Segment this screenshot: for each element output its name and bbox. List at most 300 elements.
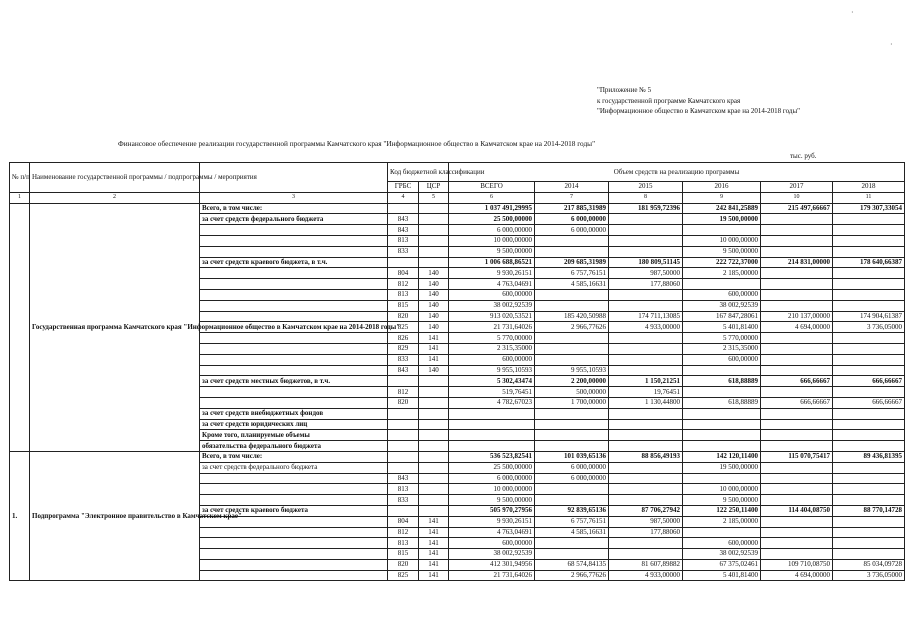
amount-y2018 xyxy=(833,387,905,398)
csr-code: 141 xyxy=(419,538,449,549)
csr-code: 140 xyxy=(419,322,449,333)
amount-y2014: 500,00000 xyxy=(535,387,609,398)
amount-y2015 xyxy=(609,333,683,344)
amount-total: 6 000,00000 xyxy=(449,473,535,484)
amount-y2015 xyxy=(609,365,683,376)
header-csr: ЦСР xyxy=(419,182,449,193)
amount-y2016: 67 375,02461 xyxy=(683,559,761,570)
amount-y2015 xyxy=(609,462,683,473)
funding-source xyxy=(200,484,388,495)
subprogram-title: Подпрограмма "Электронное правительство в Камчатском крае" xyxy=(30,451,200,581)
csr-code xyxy=(419,225,449,236)
amount-y2017: 115 070,75417 xyxy=(761,451,833,462)
funding-source xyxy=(200,279,388,290)
amount-total: 4 782,67023 xyxy=(449,397,535,408)
amount-y2014 xyxy=(535,430,609,441)
csr-code xyxy=(419,484,449,495)
grbs-code: 813 xyxy=(388,484,419,495)
amount-y2017 xyxy=(761,419,833,430)
amount-y2015 xyxy=(609,246,683,257)
amount-total: 38 002,92539 xyxy=(449,300,535,311)
amount-y2014 xyxy=(535,343,609,354)
grbs-code xyxy=(388,419,419,430)
amount-y2016 xyxy=(683,408,761,419)
amount-y2016 xyxy=(683,441,761,452)
amount-y2015 xyxy=(609,549,683,560)
amount-y2015 xyxy=(609,225,683,236)
amount-y2015: 181 959,72396 xyxy=(609,203,683,214)
amount-y2018 xyxy=(833,527,905,538)
funding-source xyxy=(200,300,388,311)
header-2018: 2018 xyxy=(833,182,905,193)
amount-y2018: 85 034,09728 xyxy=(833,559,905,570)
amount-total: 2 315,35000 xyxy=(449,343,535,354)
colnum: 11 xyxy=(833,192,905,203)
amount-y2015 xyxy=(609,495,683,506)
csr-code: 140 xyxy=(419,311,449,322)
csr-code xyxy=(419,505,449,516)
amount-y2016: 600,00000 xyxy=(683,289,761,300)
csr-code: 140 xyxy=(419,279,449,290)
funding-source xyxy=(200,225,388,236)
grbs-code xyxy=(388,441,419,452)
grbs-code xyxy=(388,462,419,473)
amount-y2017 xyxy=(761,462,833,473)
amount-y2014 xyxy=(535,538,609,549)
amount-y2017: 666,66667 xyxy=(761,376,833,387)
amount-y2016 xyxy=(683,387,761,398)
amount-y2016: 10 000,00000 xyxy=(683,235,761,246)
amount-y2018 xyxy=(833,354,905,365)
amount-y2014 xyxy=(535,484,609,495)
amount-y2014: 68 574,84135 xyxy=(535,559,609,570)
grbs-code: 813 xyxy=(388,538,419,549)
colnum: 5 xyxy=(419,192,449,203)
funding-source: Всего, в том числе: xyxy=(200,451,388,462)
amount-total: 38 002,92539 xyxy=(449,549,535,560)
funding-source xyxy=(200,570,388,581)
amount-y2016: 600,00000 xyxy=(683,354,761,365)
header-code: Код бюджетной классификации xyxy=(388,163,449,182)
program-row xyxy=(10,203,905,214)
csr-code: 141 xyxy=(419,549,449,560)
amount-y2016 xyxy=(683,473,761,484)
amount-total: 9 955,10593 xyxy=(449,365,535,376)
amount-y2014: 1 700,00000 xyxy=(535,397,609,408)
amount-y2015 xyxy=(609,354,683,365)
amount-y2016: 19 500,00000 xyxy=(683,462,761,473)
amount-y2017 xyxy=(761,365,833,376)
amount-y2014: 92 839,65136 xyxy=(535,505,609,516)
grbs-code: 825 xyxy=(388,570,419,581)
amount-y2017 xyxy=(761,473,833,484)
grbs-code: 804 xyxy=(388,516,419,527)
csr-code: 141 xyxy=(419,343,449,354)
funding-source xyxy=(200,495,388,506)
grbs-code xyxy=(388,408,419,419)
amount-y2017 xyxy=(761,300,833,311)
amount-y2018 xyxy=(833,441,905,452)
grbs-code: 833 xyxy=(388,354,419,365)
amount-y2018: 179 307,33054 xyxy=(833,203,905,214)
grbs-code xyxy=(388,203,419,214)
amount-y2018: 89 436,81395 xyxy=(833,451,905,462)
grbs-code: 843 xyxy=(388,225,419,236)
amount-total: 519,76451 xyxy=(449,387,535,398)
amount-total: 1 006 688,86521 xyxy=(449,257,535,268)
grbs-code: 812 xyxy=(388,387,419,398)
amount-y2014: 217 885,31989 xyxy=(535,203,609,214)
amount-y2014: 2 966,77626 xyxy=(535,322,609,333)
amount-y2014 xyxy=(535,333,609,344)
amount-y2014: 6 000,00000 xyxy=(535,473,609,484)
amount-y2015 xyxy=(609,408,683,419)
grbs-code xyxy=(388,430,419,441)
funding-source xyxy=(200,343,388,354)
amount-y2018 xyxy=(833,538,905,549)
amount-y2018 xyxy=(833,300,905,311)
amount-total xyxy=(449,419,535,430)
amount-y2016 xyxy=(683,225,761,236)
amount-y2015 xyxy=(609,538,683,549)
amount-y2014 xyxy=(535,441,609,452)
amount-y2015: 987,50000 xyxy=(609,268,683,279)
amount-y2018 xyxy=(833,268,905,279)
grbs-code: 815 xyxy=(388,300,419,311)
table-body xyxy=(10,203,905,581)
funding-source: за счет средств федерального бюджета xyxy=(200,214,388,225)
amount-y2018: 174 904,61387 xyxy=(833,311,905,322)
amount-total: 600,00000 xyxy=(449,538,535,549)
amount-y2015 xyxy=(609,300,683,311)
amount-y2014: 6 757,76151 xyxy=(535,516,609,527)
header-num: № п/п xyxy=(10,163,30,193)
amount-total: 412 301,94956 xyxy=(449,559,535,570)
header-volume: Объем средств на реализацию программы xyxy=(449,163,905,182)
amount-y2017: 215 497,66667 xyxy=(761,203,833,214)
grbs-code: 813 xyxy=(388,235,419,246)
amount-y2014: 185 420,50988 xyxy=(535,311,609,322)
grbs-code: 833 xyxy=(388,495,419,506)
amount-y2016: 9 500,00000 xyxy=(683,495,761,506)
amount-y2014 xyxy=(535,495,609,506)
amount-y2017: 4 694,00000 xyxy=(761,322,833,333)
amount-y2014: 2 966,77626 xyxy=(535,570,609,581)
scan-mark-top: · xyxy=(851,8,854,17)
amount-total: 600,00000 xyxy=(449,354,535,365)
funding-source: за счет средств внебюджетных фондов xyxy=(200,408,388,419)
amount-y2017 xyxy=(761,441,833,452)
grbs-code xyxy=(388,505,419,516)
funding-source xyxy=(200,354,388,365)
csr-code xyxy=(419,397,449,408)
grbs-code: 833 xyxy=(388,246,419,257)
amount-y2015 xyxy=(609,289,683,300)
grbs-code: 813 xyxy=(388,289,419,300)
amount-y2017 xyxy=(761,430,833,441)
amount-y2015: 1 150,21251 xyxy=(609,376,683,387)
amount-y2016 xyxy=(683,419,761,430)
csr-code: 141 xyxy=(419,516,449,527)
financing-table xyxy=(9,162,905,581)
amount-y2016: 242 841,25889 xyxy=(683,203,761,214)
funding-source: Кроме того, планируемые объемы xyxy=(200,430,388,441)
csr-code xyxy=(419,441,449,452)
funding-source xyxy=(200,473,388,484)
amount-total: 25 500,00000 xyxy=(449,462,535,473)
csr-code xyxy=(419,419,449,430)
amount-y2016: 618,88889 xyxy=(683,397,761,408)
csr-code xyxy=(419,473,449,484)
csr-code: 140 xyxy=(419,300,449,311)
amount-y2014: 4 585,16631 xyxy=(535,279,609,290)
amount-y2018: 666,66667 xyxy=(833,376,905,387)
funding-source xyxy=(200,246,388,257)
header-2016: 2016 xyxy=(683,182,761,193)
amount-y2017: 4 694,00000 xyxy=(761,570,833,581)
amount-y2014: 2 200,00000 xyxy=(535,376,609,387)
colnum: 9 xyxy=(683,192,761,203)
amount-y2015 xyxy=(609,441,683,452)
appendix-line-1: "Приложение № 5 xyxy=(597,86,652,94)
amount-y2016: 222 722,37000 xyxy=(683,257,761,268)
amount-y2016: 38 002,92539 xyxy=(683,300,761,311)
amount-total: 9 500,00000 xyxy=(449,495,535,506)
grbs-code xyxy=(388,257,419,268)
amount-y2014 xyxy=(535,354,609,365)
funding-source xyxy=(200,268,388,279)
funding-source: за счет средств краевого бюджета xyxy=(200,505,388,516)
colnum: 8 xyxy=(609,192,683,203)
amount-y2016: 38 002,92539 xyxy=(683,549,761,560)
amount-y2018 xyxy=(833,333,905,344)
amount-y2015: 177,88060 xyxy=(609,279,683,290)
amount-y2018 xyxy=(833,549,905,560)
csr-code xyxy=(419,376,449,387)
grbs-code: 804 xyxy=(388,268,419,279)
amount-y2015 xyxy=(609,214,683,225)
amount-y2017 xyxy=(761,408,833,419)
amount-y2014: 6 000,00000 xyxy=(535,462,609,473)
csr-code xyxy=(419,235,449,246)
amount-y2016: 5 401,81400 xyxy=(683,322,761,333)
amount-y2018 xyxy=(833,408,905,419)
csr-code: 141 xyxy=(419,333,449,344)
amount-y2017 xyxy=(761,246,833,257)
colnum: 7 xyxy=(535,192,609,203)
grbs-code: 843 xyxy=(388,473,419,484)
amount-y2018 xyxy=(833,473,905,484)
amount-y2015 xyxy=(609,235,683,246)
header-2015: 2015 xyxy=(609,182,683,193)
grbs-code xyxy=(388,376,419,387)
amount-y2017: 214 831,00000 xyxy=(761,257,833,268)
amount-total: 4 763,04691 xyxy=(449,279,535,290)
csr-code xyxy=(419,214,449,225)
colnum: 1 xyxy=(10,192,30,203)
colnum: 6 xyxy=(449,192,535,203)
amount-y2016: 10 000,00000 xyxy=(683,484,761,495)
amount-y2016: 5 401,81400 xyxy=(683,570,761,581)
amount-y2015: 88 856,49193 xyxy=(609,451,683,462)
csr-code: 141 xyxy=(419,527,449,538)
csr-code: 140 xyxy=(419,365,449,376)
amount-y2018: 3 736,05000 xyxy=(833,570,905,581)
grbs-code: 843 xyxy=(388,365,419,376)
amount-y2017 xyxy=(761,354,833,365)
amount-y2015 xyxy=(609,473,683,484)
amount-y2015: 81 607,89882 xyxy=(609,559,683,570)
amount-y2014: 6 000,00000 xyxy=(535,214,609,225)
grbs-code: 825 xyxy=(388,322,419,333)
funding-source: за счет средств юридических лиц xyxy=(200,419,388,430)
amount-total: 10 000,00000 xyxy=(449,484,535,495)
funding-source xyxy=(200,235,388,246)
amount-y2015 xyxy=(609,430,683,441)
colnum: 10 xyxy=(761,192,833,203)
amount-y2018 xyxy=(833,365,905,376)
amount-y2017: 210 137,00000 xyxy=(761,311,833,322)
amount-y2016: 618,88889 xyxy=(683,376,761,387)
subprogram-number: 1. xyxy=(10,451,30,581)
amount-y2016: 5 770,00000 xyxy=(683,333,761,344)
csr-code: 141 xyxy=(419,559,449,570)
amount-y2015 xyxy=(609,419,683,430)
amount-y2017 xyxy=(761,279,833,290)
amount-total: 5 770,00000 xyxy=(449,333,535,344)
amount-y2014: 6 000,00000 xyxy=(535,225,609,236)
grbs-code: 829 xyxy=(388,343,419,354)
amount-y2017 xyxy=(761,268,833,279)
header-name: Наименование государственной программы / подпрограммы / мероприятия xyxy=(30,163,200,193)
amount-y2015: 87 706,27942 xyxy=(609,505,683,516)
amount-y2018 xyxy=(833,289,905,300)
amount-y2018 xyxy=(833,214,905,225)
amount-total: 9 930,26151 xyxy=(449,268,535,279)
amount-y2018 xyxy=(833,430,905,441)
amount-y2018: 3 736,05000 xyxy=(833,322,905,333)
amount-total: 4 763,04691 xyxy=(449,527,535,538)
scan-mark-side: · xyxy=(890,40,893,49)
amount-y2015: 987,50000 xyxy=(609,516,683,527)
amount-y2014: 6 757,76151 xyxy=(535,268,609,279)
amount-y2014 xyxy=(535,408,609,419)
amount-y2017 xyxy=(761,527,833,538)
amount-y2015: 4 933,00000 xyxy=(609,570,683,581)
amount-y2017 xyxy=(761,516,833,527)
amount-y2017 xyxy=(761,343,833,354)
csr-code xyxy=(419,451,449,462)
appendix-line-2: к государственной программе Камчатского края xyxy=(597,96,741,105)
amount-y2017 xyxy=(761,235,833,246)
funding-source: за счет средств местных бюджетов, в т.ч. xyxy=(200,376,388,387)
funding-source: Всего, в том числе: xyxy=(200,203,388,214)
amount-y2014: 4 585,16631 xyxy=(535,527,609,538)
funding-source: за счет средств федерального бюджета xyxy=(200,462,388,473)
csr-code xyxy=(419,430,449,441)
amount-y2017 xyxy=(761,484,833,495)
amount-y2016: 2 185,00000 xyxy=(683,268,761,279)
amount-y2014: 209 685,31989 xyxy=(535,257,609,268)
csr-code xyxy=(419,257,449,268)
amount-y2018 xyxy=(833,279,905,290)
header-grbs: ГРБС xyxy=(388,182,419,193)
amount-y2014 xyxy=(535,549,609,560)
colnum: 2 xyxy=(30,192,200,203)
amount-y2016: 122 250,11400 xyxy=(683,505,761,516)
amount-y2014 xyxy=(535,419,609,430)
grbs-code: 812 xyxy=(388,279,419,290)
grbs-code: 826 xyxy=(388,333,419,344)
funding-source xyxy=(200,333,388,344)
csr-code: 141 xyxy=(419,354,449,365)
amount-y2014 xyxy=(535,300,609,311)
subprogram-row xyxy=(10,451,905,462)
amount-y2017 xyxy=(761,225,833,236)
amount-y2015: 177,88060 xyxy=(609,527,683,538)
amount-y2014: 9 955,10593 xyxy=(535,365,609,376)
amount-y2016 xyxy=(683,430,761,441)
amount-y2018 xyxy=(833,419,905,430)
amount-total: 536 523,82541 xyxy=(449,451,535,462)
funding-source: обязательства федерального бюджета xyxy=(200,441,388,452)
csr-code xyxy=(419,246,449,257)
amount-y2018 xyxy=(833,484,905,495)
funding-source: за счет средств краевого бюджета, в т.ч. xyxy=(200,257,388,268)
amount-y2016 xyxy=(683,279,761,290)
amount-y2017: 109 710,08750 xyxy=(761,559,833,570)
grbs-code: 812 xyxy=(388,527,419,538)
amount-y2015: 19,76451 xyxy=(609,387,683,398)
header-2017: 2017 xyxy=(761,182,833,193)
colnum: 4 xyxy=(388,192,419,203)
amount-y2015 xyxy=(609,484,683,495)
unit-label: тыс. руб. xyxy=(790,152,817,160)
amount-y2015: 180 809,51145 xyxy=(609,257,683,268)
amount-total: 21 731,64026 xyxy=(449,322,535,333)
amount-y2016: 142 120,11400 xyxy=(683,451,761,462)
funding-source xyxy=(200,538,388,549)
amount-y2017 xyxy=(761,289,833,300)
amount-y2018 xyxy=(833,343,905,354)
csr-code: 141 xyxy=(419,570,449,581)
amount-y2017: 666,66667 xyxy=(761,397,833,408)
funding-source xyxy=(200,549,388,560)
amount-total xyxy=(449,430,535,441)
amount-y2017: 114 404,08750 xyxy=(761,505,833,516)
grbs-code: 820 xyxy=(388,559,419,570)
amount-y2018 xyxy=(833,516,905,527)
amount-y2018: 178 640,66387 xyxy=(833,257,905,268)
amount-total: 10 000,00000 xyxy=(449,235,535,246)
program-number xyxy=(10,203,30,451)
column-number-row xyxy=(10,192,905,203)
document-title: Финансовое обеспечение реализации государственной программы Камчатского края "Информационное общество в Камчатском крае на 2014-2018 годы" xyxy=(118,139,596,148)
amount-y2015 xyxy=(609,343,683,354)
program-title: Государственная программа Камчатского края "Информационное общество в Камчатском крае на 2014-2018 годы" xyxy=(30,203,200,451)
amount-y2015: 174 711,13085 xyxy=(609,311,683,322)
amount-total: 913 020,53521 xyxy=(449,311,535,322)
header-total: ВСЕГО xyxy=(449,182,535,193)
amount-y2014: 101 039,65136 xyxy=(535,451,609,462)
amount-y2014 xyxy=(535,246,609,257)
csr-code xyxy=(419,387,449,398)
table-header xyxy=(10,163,905,204)
csr-code xyxy=(419,203,449,214)
grbs-code: 815 xyxy=(388,549,419,560)
amount-y2017 xyxy=(761,387,833,398)
colnum: 3 xyxy=(200,192,388,203)
